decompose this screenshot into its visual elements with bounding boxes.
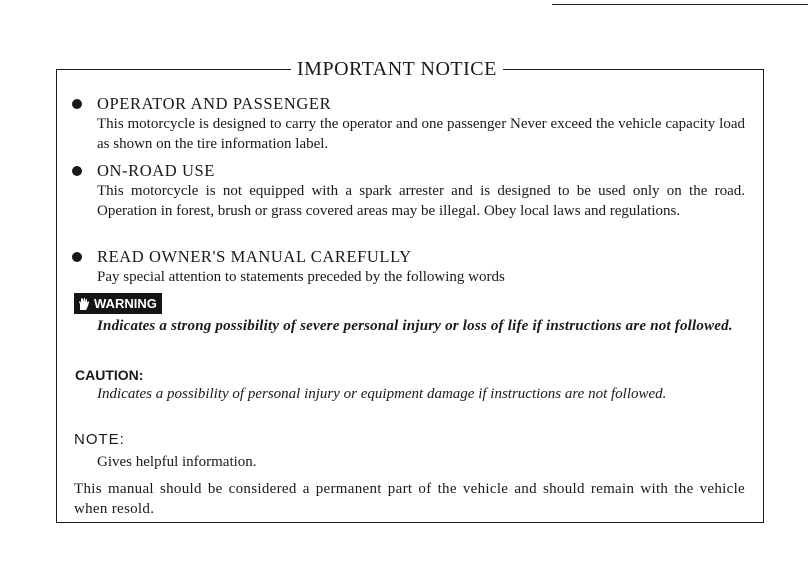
note-label: NOTE: [74,431,125,448]
bullet-icon [72,166,82,176]
closing-text: This manual should be considered a permanent part of the vehicle and should remain with the vehicle when resold. [74,481,745,517]
section-text-operator: This motorcycle is designed to carry the operator and one passenger Never exceed the vehicle capacity load as shown on the tire information label. [97,116,745,152]
hand-warning-icon [77,297,91,311]
note-text: Gives helpful information. [97,454,257,470]
bullet-icon [72,252,82,262]
section-text-on-road: This motorcycle is not equipped with a spark arrester and is designed to be used only on the road. Operation in forest, brush or grass covered areas may be illegal. Obey local laws and regulations. [97,183,745,219]
warning-badge [74,293,162,314]
notice-title: IMPORTANT NOTICE [291,57,503,81]
caution-label: CAUTION: [75,367,144,383]
section-heading-on-road: ON-ROAD USE [97,161,215,180]
section-text-read-manual: Pay special attention to statements preceded by the following words [97,269,505,285]
warning-label: WARNING [94,296,157,311]
warning-text: Indicates a strong possibility of severe personal injury or loss of life if instructions are not followed. [97,318,733,334]
bullet-icon [72,99,82,109]
caution-text: Indicates a possibility of personal injury or equipment damage if instructions are not followed. [97,386,667,402]
section-heading-read-manual: READ OWNER'S MANUAL CAREFULLY [97,247,412,266]
section-heading-operator: OPERATOR AND PASSENGER [97,94,332,113]
page-top-rule [552,4,808,5]
